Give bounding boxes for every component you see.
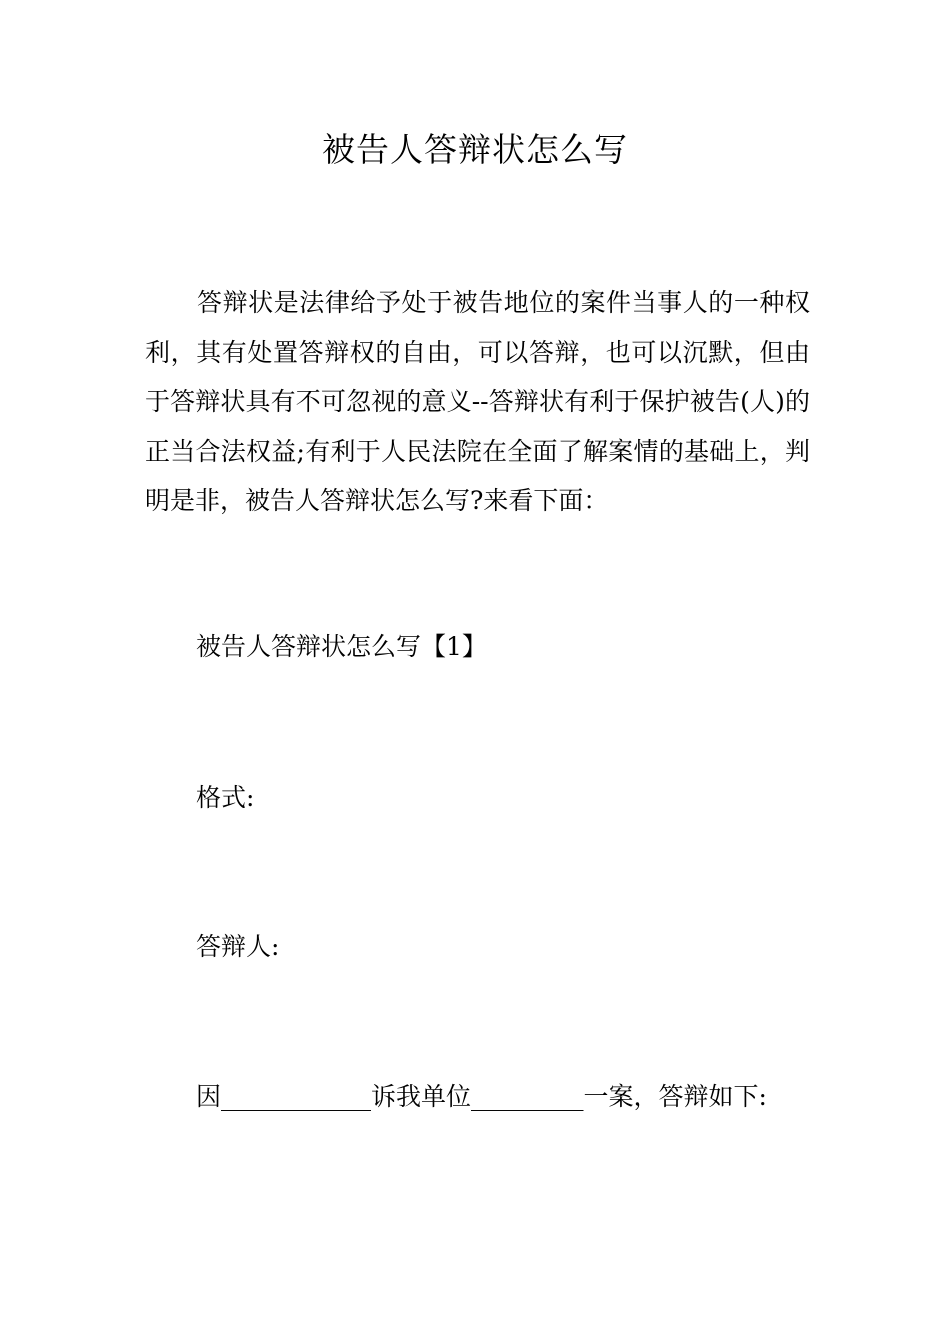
respondent-label: 答辩人: [196,932,280,961]
format-label: 格式: [196,783,255,812]
section-heading: 被告人答辩状怎么写【1】 [196,632,487,661]
intro-paragraph: 答辩状是法律给予处于被告地位的案件当事人的一种权利，其有处置答辩权的自由，可以答辩，也可以沉默，但由于答辩状具有不可忽视的意义--答辩状有利于保护被告(人)的正当合法权益;有利于人民法院在全面了解案情的基础上，判明是非，被告人答辩状怎么写?来看下面： [145,288,810,515]
case-line: 因____________诉我单位_________一案，答辩如下: [196,1082,767,1111]
document-title: 被告人答辩状怎么写 [322,130,628,169]
